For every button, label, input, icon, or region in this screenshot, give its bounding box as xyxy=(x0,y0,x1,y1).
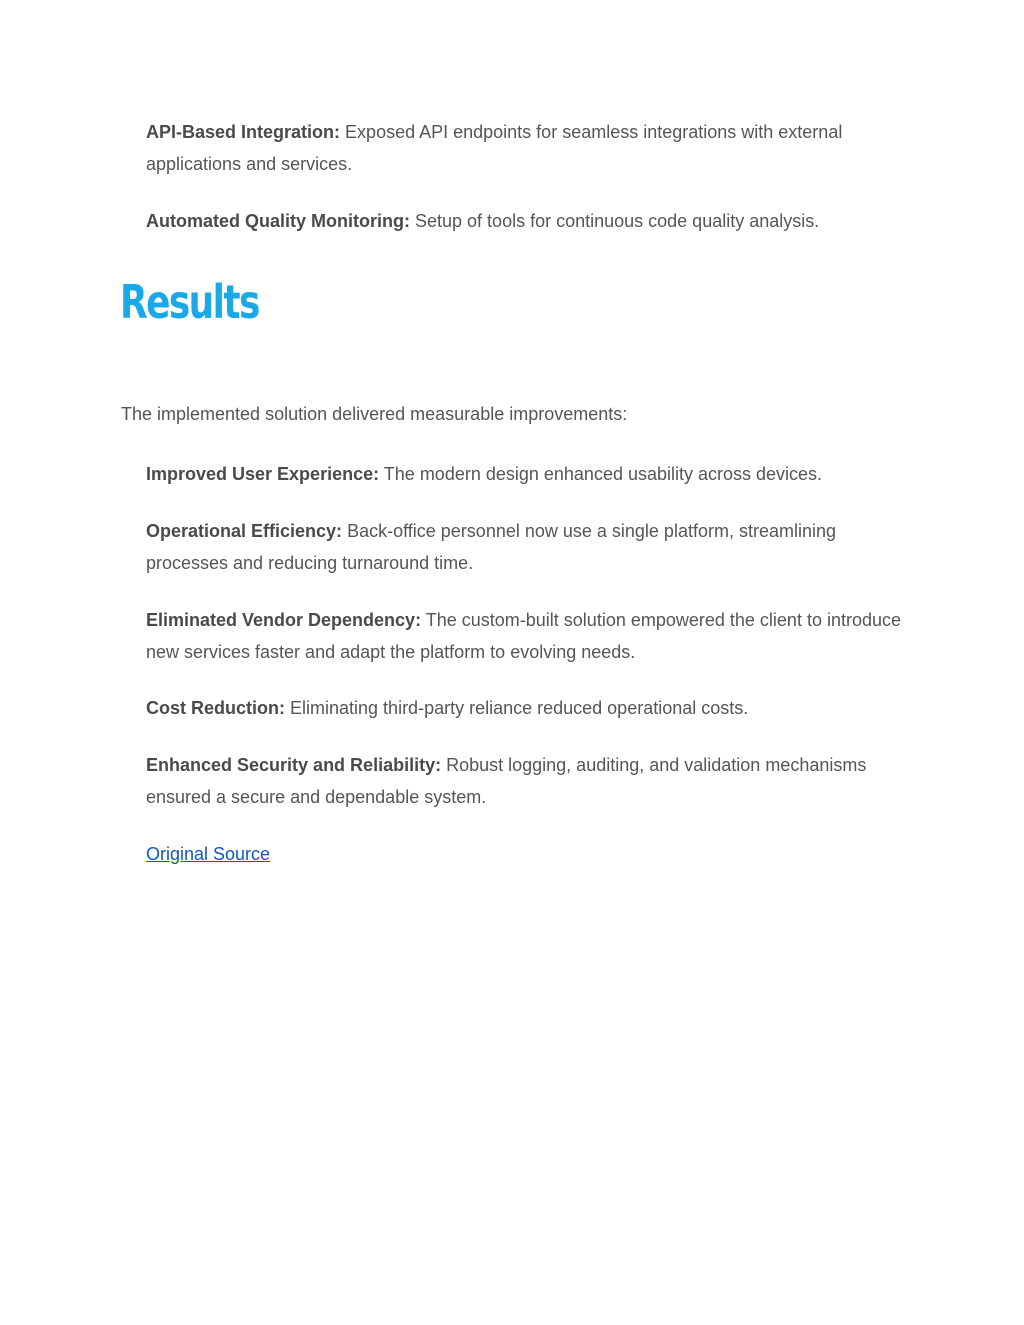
original-source-link[interactable]: Original Source xyxy=(146,844,271,864)
result-enhanced-security xyxy=(146,749,906,813)
result-operational-efficiency xyxy=(146,515,906,579)
feature-text: Setup of tools for continuous code quality analysis. xyxy=(415,211,820,231)
result-text: The modern design enhanced usability across devices. xyxy=(383,464,823,484)
results-heading: Results xyxy=(120,275,259,329)
feature-label: API-Based Integration: xyxy=(146,122,341,142)
result-label: Eliminated Vendor Dependency: xyxy=(146,610,422,630)
result-label: Improved User Experience: xyxy=(146,464,380,484)
result-label: Enhanced Security and Reliability: xyxy=(146,755,442,775)
results-intro: The implemented solution delivered measurable improvements: xyxy=(121,404,628,424)
result-text: Robust logging, auditing, and validation mechanisms ensured a secure and dependable system. xyxy=(146,755,867,807)
result-text: The custom-built solution empowered the client to introduce new services faster and adapt the platform to evolving needs. xyxy=(146,610,902,662)
feature-label: Automated Quality Monitoring: xyxy=(146,211,410,231)
result-improved-user-experience xyxy=(146,458,906,490)
result-label: Operational Efficiency: xyxy=(146,521,343,541)
result-eliminated-vendor-dependency xyxy=(146,604,906,668)
feature-text: Exposed API endpoints for seamless integrations with external applications and services. xyxy=(146,122,843,174)
feature-quality-monitoring xyxy=(146,205,906,237)
result-text: Eliminating third-party reliance reduced operational costs. xyxy=(290,698,749,718)
result-label: Cost Reduction: xyxy=(146,698,285,718)
feature-api-integration xyxy=(146,116,906,180)
result-cost-reduction xyxy=(146,692,906,724)
source-paragraph xyxy=(146,838,906,870)
result-text: Back-office personnel now use a single platform, streamlining processes and reducing turnaround time. xyxy=(146,521,836,573)
